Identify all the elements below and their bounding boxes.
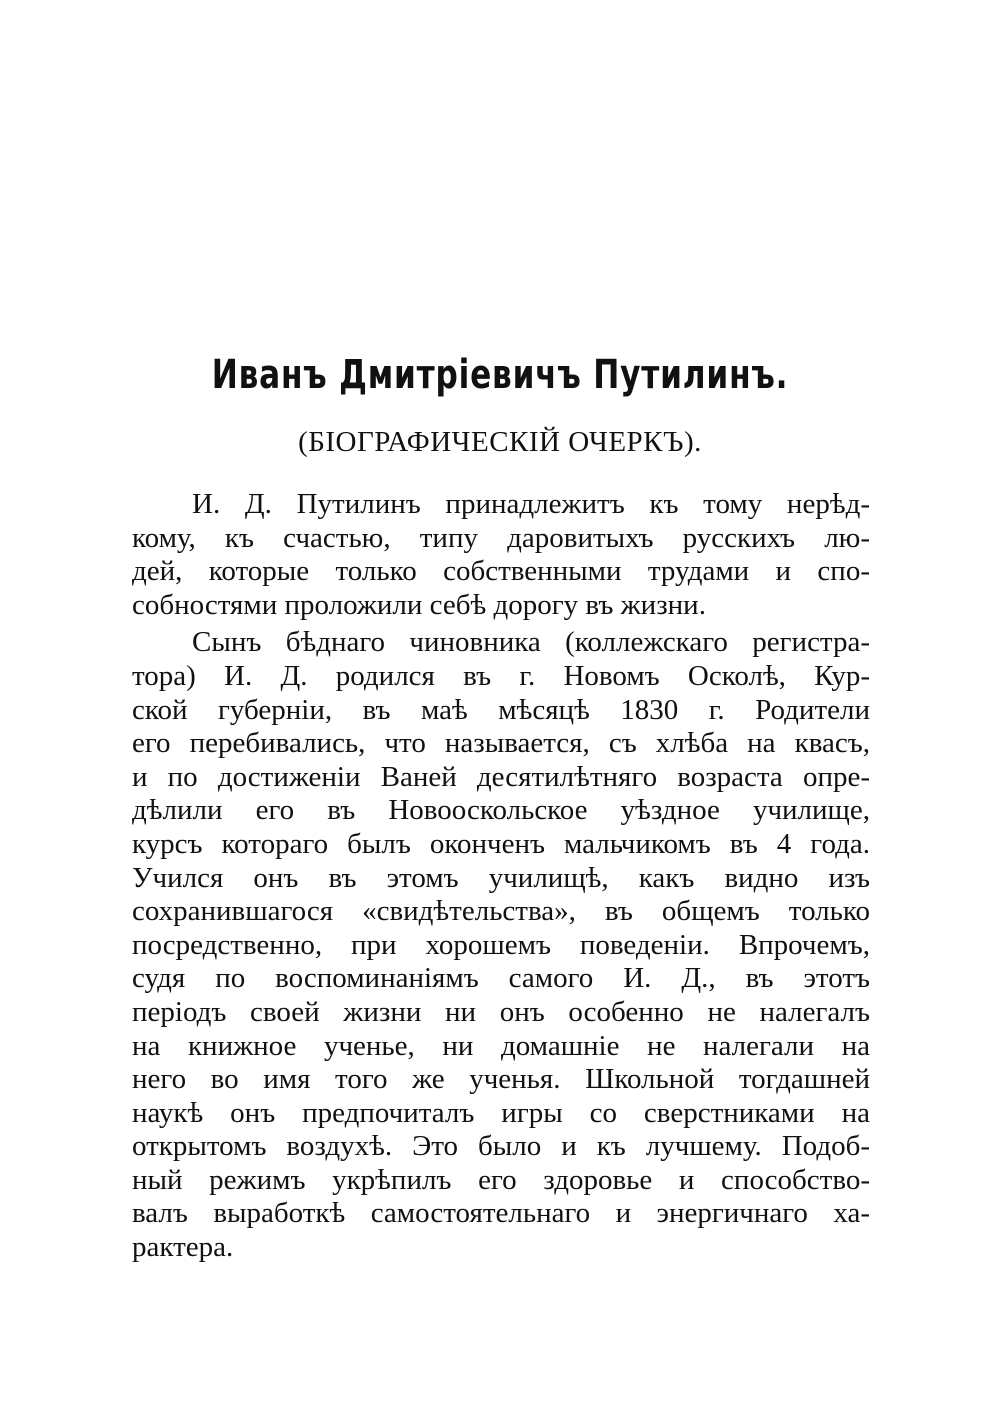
paragraph-2 bbox=[132, 626, 870, 1264]
text-line: періодъ своей жизни ни онъ особенно не налегалъ bbox=[132, 995, 870, 1028]
text-line: открытомъ воздухѣ. Это было и къ лучшему. Подоб- bbox=[132, 1130, 870, 1163]
paragraph-1 bbox=[132, 488, 870, 622]
text-line: рактера. bbox=[132, 1231, 234, 1264]
text-line: дей, которые только собственными трудами и спо- bbox=[132, 555, 870, 588]
text-line: посредственно, при хорошемъ поведеніи. Впрочемъ, bbox=[132, 928, 870, 961]
page-title: Иванъ Дмитріевичъ Путилинъ. bbox=[211, 352, 789, 398]
text-line: судя по воспоминаніямъ самого И. Д., въ этотъ bbox=[132, 962, 870, 995]
text-line: тора) И. Д. родился въ г. Новомъ Осколѣ, Кур- bbox=[132, 659, 870, 692]
text-line: сохранившагося «свидѣтельства», въ общемъ только bbox=[132, 895, 870, 928]
page-subtitle: (БІОГРАФИЧЕСКІЙ ОЧЕРКЪ). bbox=[298, 426, 702, 458]
text-line: наукѣ онъ предпочиталъ игры со сверстниками на bbox=[132, 1096, 870, 1129]
text-line: ный режимъ укрѣпилъ его здоровье и способство- bbox=[132, 1163, 870, 1196]
body-text bbox=[132, 488, 870, 1265]
text-line: его перебивались, что называется, съ хлѣба на квасъ, bbox=[132, 727, 870, 760]
text-line: Сынъ бѣднаго чиновника (коллежскаго регистра- bbox=[192, 626, 870, 659]
text-line: И. Д. Путилинъ принадлежитъ къ тому нерѣд- bbox=[192, 488, 870, 520]
text-line: курсъ котораго былъ оконченъ мальчикомъ въ 4 года. bbox=[132, 827, 870, 860]
text-line: ской губерніи, въ маѣ мѣсяцѣ 1830 г. Родители bbox=[132, 693, 870, 726]
text-line: Учился онъ въ этомъ училищѣ, какъ видно изъ bbox=[132, 861, 870, 894]
text-line: кому, къ счастью, типу даровитыхъ русскихъ лю- bbox=[132, 521, 870, 554]
text-line: и по достиженіи Ваней десятилѣтняго возраста опре- bbox=[132, 760, 870, 793]
text-line: дѣлили его въ Новооскольское уѣздное училище, bbox=[132, 794, 870, 827]
text-line: на книжное ученье, ни домашніе не налегали на bbox=[132, 1029, 870, 1062]
text-line: него во имя того же ученья. Школьной тогдашней bbox=[132, 1063, 870, 1096]
text-line: собностями проложили себѣ дорогу въ жизни. bbox=[132, 588, 706, 621]
text-line: валъ выработкѣ самостоятельнаго и энергичнаго ха- bbox=[132, 1197, 870, 1230]
